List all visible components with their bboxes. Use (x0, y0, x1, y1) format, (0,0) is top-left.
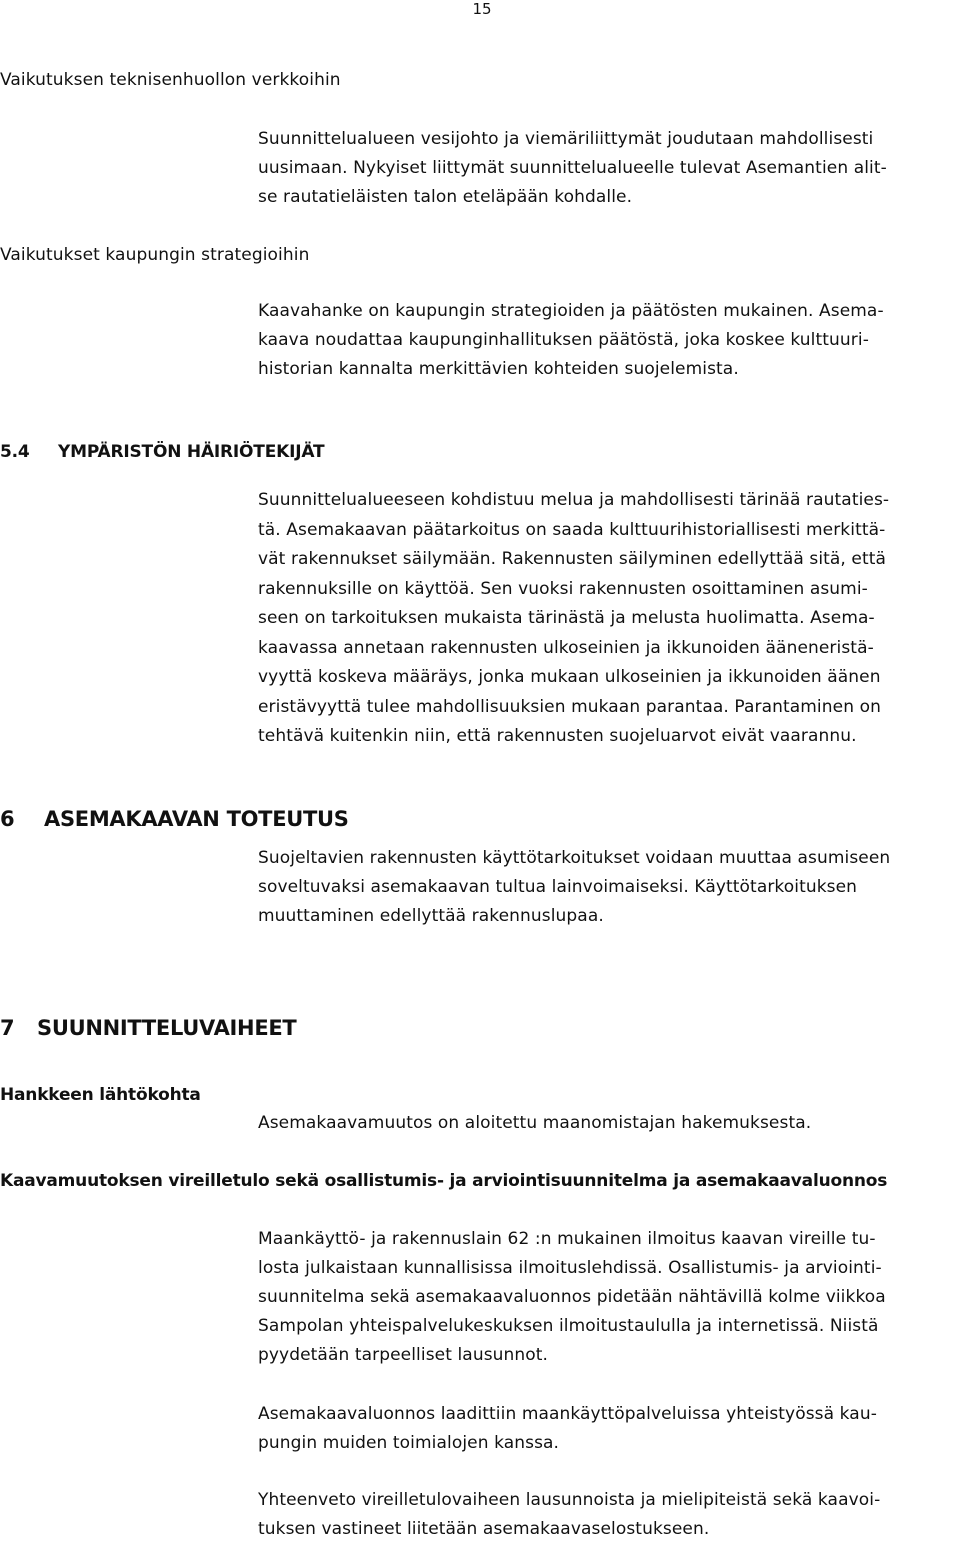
text-line: eristävyyttä tulee mahdollisuuksien mukaan parantaa. Parantaminen on (258, 696, 881, 717)
text-line: Yhteenveto vireilletulovaiheen lausunnoista ja mielipiteistä sekä kaavoi- (258, 1490, 881, 1510)
heading-tekninen-huolto: Vaikutuksen teknisenhuollon verkkoihin (0, 70, 341, 90)
paragraph-hairiotekijat (258, 486, 952, 752)
text-line: vyyttä koskeva määräys, jonka mukaan ulkoseinien ja ikkunoiden äänen (258, 667, 881, 687)
text-line: Asemakaavamuutos on aloitettu maanomistajan hakemuksesta. (258, 1113, 812, 1133)
text-line: kaava noudattaa kaupunginhallituksen päätöstä, joka koskee kulttuuri- (258, 330, 869, 350)
chapter-title: ASEMAKAAVAN TOTEUTUS (44, 807, 349, 831)
heading-strategiat: Vaikutukset kaupungin strategioihin (0, 245, 310, 265)
text-line: se rautatieläisten talon eteläpään kohdalle. (258, 187, 633, 207)
chapter-title: SUUNNITTELUVAIHEET (37, 1016, 297, 1040)
chapter-number: 7 (0, 1016, 15, 1040)
text-line: pyydetään tarpeelliset lausunnot. (258, 1345, 549, 1365)
text-line: Suunnittelualueen vesijohto ja viemäriliittymät joudutaan mahdollisesti (258, 129, 874, 149)
text-line: pungin muiden toimialojen kanssa. (258, 1433, 560, 1453)
paragraph-toteutus (258, 844, 952, 931)
text-line: Sampolan yhteispalvelukeskuksen ilmoitustaululla ja internetissä. Niistä (258, 1316, 879, 1336)
text-line: suunnitelma sekä asemakaavaluonnos pidetään nähtävillä kolme viikkoa (258, 1287, 886, 1307)
heading-suunnitteluvaiheet (0, 1015, 296, 1041)
text-line: Suunnittelualueeseen kohdistuu melua ja mahdollisesti tärinää rautaties- (258, 490, 890, 510)
paragraph-tekninen-huolto (258, 125, 952, 212)
heading-vireilletulo: Kaavamuutoksen vireilletulo sekä osallistumis- ja arviointisuunnitelma ja asemakaavaluonnos (0, 1171, 888, 1191)
text-line: Kaavahanke on kaupungin strategioiden ja päätösten mukainen. Asema- (258, 301, 884, 321)
heading-hairiotekijat (0, 441, 324, 463)
text-line: seen on tarkoituksen mukaista tärinästä ja melusta huolimatta. Asema- (258, 608, 875, 628)
paragraph-lahtokohta (258, 1109, 952, 1138)
text-line: kaavassa annetaan rakennusten ulkoseinien ja ikkunoiden ääneneristä- (258, 637, 874, 658)
page-number: 15 (472, 0, 492, 18)
text-line: soveltuvaksi asemakaavan tultua lainvoimaiseksi. Käyttötarkoituksen (258, 877, 858, 897)
heading-lahtokohta: Hankkeen lähtökohta (0, 1085, 201, 1105)
paragraph-vireilletulo-1 (258, 1225, 952, 1370)
text-line: losta julkaistaan kunnallisissa ilmoituslehdissä. Osallistumis- ja arviointi- (258, 1258, 882, 1278)
text-line: Maankäyttö- ja rakennuslain 62 :n mukainen ilmoitus kaavan vireille tu- (258, 1229, 876, 1249)
text-line: rakennuksille on käyttöä. Sen vuoksi rakennusten osoittaminen asumi- (258, 578, 868, 599)
text-line: muuttaminen edellyttää rakennuslupaa. (258, 906, 604, 926)
paragraph-vireilletulo-2 (258, 1400, 952, 1458)
text-line: tä. Asemakaavan päätarkoitus on saada kulttuurihistoriallisesti merkittä- (258, 519, 886, 540)
text-line: uusimaan. Nykyiset liittymät suunnittelualueelle tulevat Asemantien alit- (258, 158, 887, 178)
text-line: Suojeltavien rakennusten käyttötarkoitukset voidaan muuttaa asumiseen (258, 848, 891, 868)
heading-toteutus (0, 806, 349, 832)
paragraph-vireilletulo-3 (258, 1486, 952, 1544)
section-title: YMPÄRISTÖN HÄIRIÖTEKIJÄT (58, 442, 325, 462)
paragraph-strategiat (258, 297, 952, 384)
text-line: historian kannalta merkittävien kohteiden suojelemista. (258, 359, 739, 379)
chapter-number: 6 (0, 807, 15, 831)
text-line: Asemakaavaluonnos laadittiin maankäyttöpalveluissa yhteistyössä kau- (258, 1404, 877, 1424)
text-line: tehtävä kuitenkin niin, että rakennusten suojeluarvot eivät vaarannu. (258, 726, 857, 746)
text-line: tuksen vastineet liitetään asemakaavaselostukseen. (258, 1519, 710, 1539)
section-number: 5.4 (0, 442, 30, 462)
text-line: vät rakennukset säilymään. Rakennusten säilyminen edellyttää sitä, että (258, 549, 887, 569)
